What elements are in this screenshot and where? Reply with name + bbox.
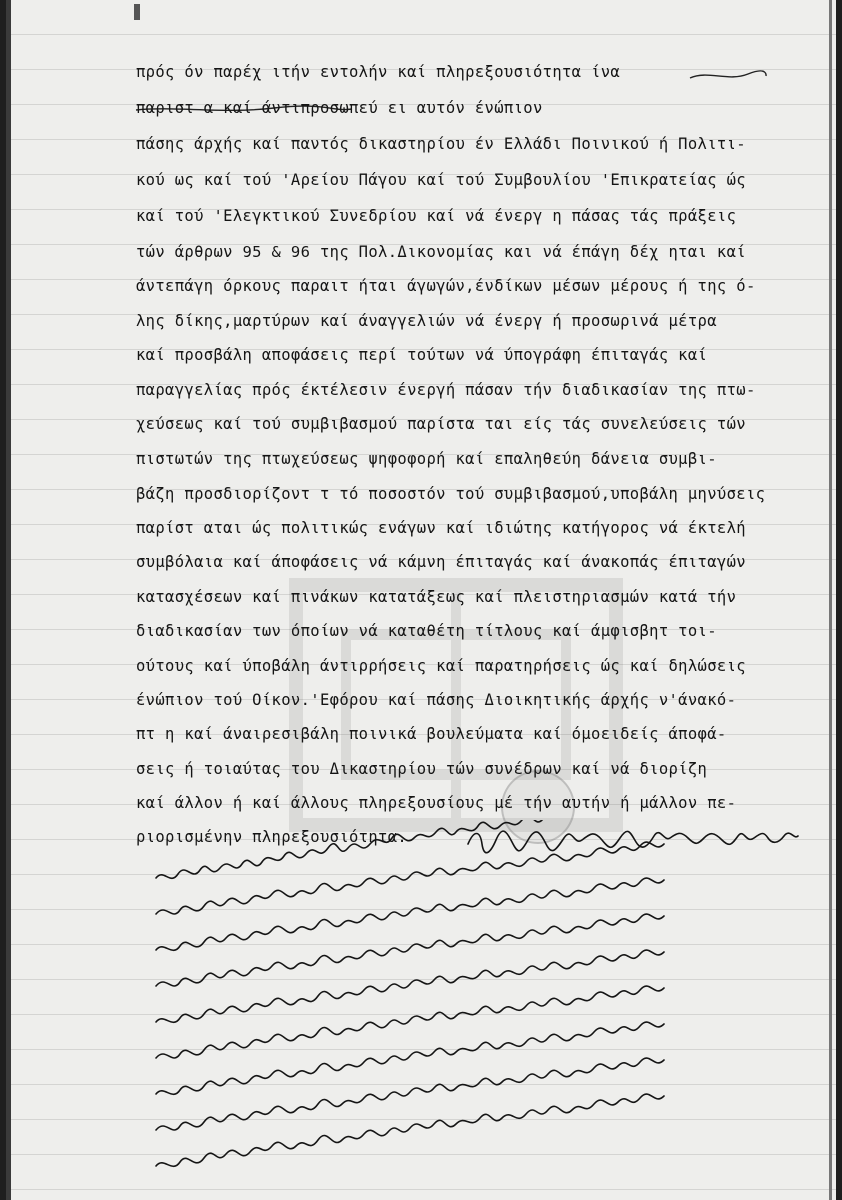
typed-line-19: ένώπιον τού Οίκον.'Εφόρου καί πάσης Διοικητικής άρχής ν'άνακό-	[136, 691, 737, 709]
typed-line-13: βάζη προσδιορίζοντ τ τό ποσοστόν τού συμβιβασμού,υποβάλη μηνύσεις	[136, 485, 766, 503]
typed-line-6: τών άρθρων 95 & 96 της Πολ.Δικονομίας και νά έπάγη δέχ ηται καί	[136, 243, 746, 261]
typed-line-12: πιστωτών της πτωχεύσεως ψηφοφορή καί επαληθεύη δάνεια συμβι-	[136, 450, 717, 468]
binding-pin	[134, 4, 140, 20]
typed-line-8: λης δίκης,μαρτύρων καί άναγγελιών νά ένεργ ή προσωρινά μέτρα	[136, 312, 717, 330]
typed-line-22: καί άλλον ή καί άλλους πληρεξουσίους μέ τήν αυτήν ή μάλλον πε-	[136, 794, 737, 812]
typed-line-1: πρός όν παρέχ ιτήν εντολήν καί πληρεξουσιότητα ίνα	[136, 63, 621, 81]
typed-line-3: πάσης άρχής καί παντός δικαστηρίου έν Ελλάδι Ποινικού ή Πολιτι-	[136, 135, 746, 153]
typed-line-15: συμβόλαια καί άποφάσεις νά κάμνη έπιταγάς καί άνακοπάς έπιταγών	[136, 553, 746, 571]
typed-line-9: καί προσβάλη αποφάσεις περί τούτων νά ύπογράφη έπιταγάς καί	[136, 346, 708, 364]
typed-line-11: χεύσεως καί τού συμβιβασμού παρίστα ται είς τάς συνελεύσεις τών	[136, 415, 746, 433]
typed-line-21: σεις ή τοιαύτας του Δικαστηρίου τών συνέδρων καί νά διορίζη	[136, 760, 708, 778]
typed-line-2: παριστ α καί άντιπροσωπεύ ει αυτόν ένώπιον	[136, 99, 543, 117]
typed-line-16: κατασχέσεων καί πινάκων κατατάξεως καί πλειστηριασμών κατά τήν	[136, 588, 737, 606]
typed-line-7: άντεπάγη όρκους παραιτ ήται άγωγών,ένδίκων μέσων μέρους ή της ό-	[136, 277, 756, 295]
typed-line-4: κού ως καί τού 'Αρείου Πάγου καί τού Συμβουλίου 'Επικρατείας ώς	[136, 171, 746, 189]
typed-line-20: πτ η καί άναιρεσιβάλη ποινικά βουλεύματα καί όμοειδείς άποφά-	[136, 725, 727, 743]
document-page	[6, 0, 836, 1200]
typed-line-23: ριορισμένην πληρεξουσιότητα.	[136, 828, 408, 846]
handwritten-paragraph	[6, 820, 836, 1200]
typed-line-18: ούτους καί ύποβάλη άντιρρήσεις καί παρατηρήσεις ώς καί δηλώσεις	[136, 657, 746, 675]
flourish-line-1	[688, 68, 768, 84]
typed-line-5: καί τού 'Ελεγκτικού Συνεδρίου καί νά ένεργ η πάσας τάς πράξεις	[136, 207, 737, 225]
typed-line-10: παραγγελίας πρός έκτέλεσιν ένεργή πάσαν τήν διαδικασίαν της πτω-	[136, 381, 756, 399]
typed-line-14: παρίστ αται ώς πολιτικώς ενάγων καί ιδιώτης κατήγορος νά έκτελή	[136, 519, 746, 537]
typed-line-17: διαδικασίαν των όποίων νά καταθέτη τίτλους καί άμφισβητ τοι-	[136, 622, 717, 640]
